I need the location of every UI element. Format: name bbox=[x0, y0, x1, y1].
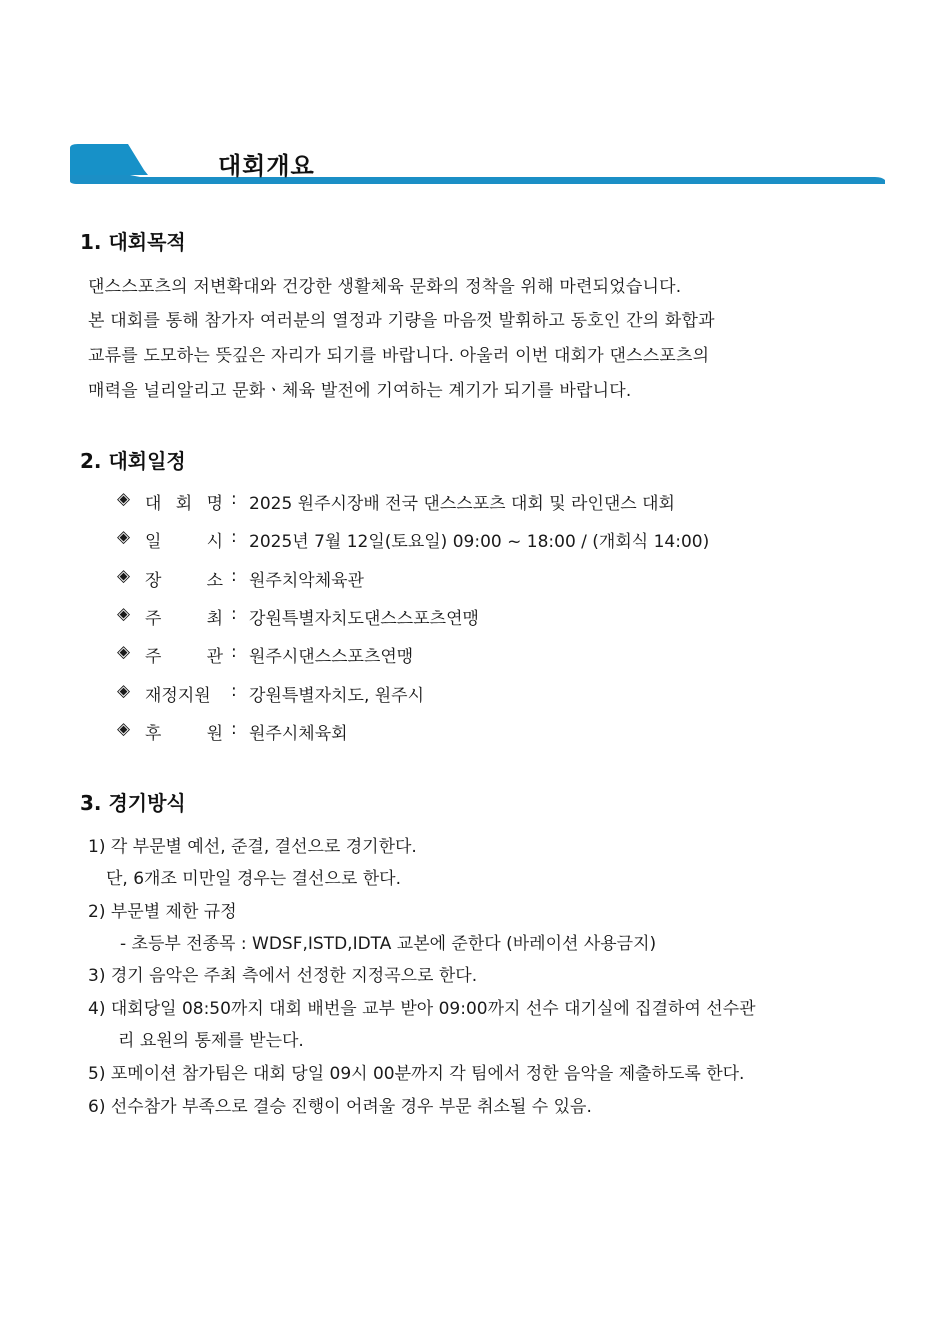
schedule-label: 후 원 bbox=[145, 724, 223, 744]
schedule-separator: : bbox=[231, 489, 237, 509]
method-rule-6: 6) 선수참가 부족으로 결승 진행이 어려울 경우 부문 취소될 수 있음. bbox=[88, 1097, 592, 1117]
schedule-value: 원주치악체육관 bbox=[249, 571, 364, 591]
method-rule-3: 3) 경기 음악은 주최 측에서 선정한 지정곡으로 한다. bbox=[88, 966, 478, 986]
schedule-label: 일 시 bbox=[145, 532, 223, 552]
section-header bbox=[70, 140, 885, 186]
purpose-line-4: 매력을 널리알리고 문화ㆍ체육 발전에 기여하는 계기가 되기를 바랍니다. bbox=[88, 381, 632, 401]
method-rule-4-cont: 리 요원의 통제를 받는다. bbox=[118, 1031, 304, 1051]
section-header-tab bbox=[70, 144, 148, 175]
schedule-label: 대 회 명 bbox=[145, 494, 223, 514]
diamond-bullet-icon: ◈ bbox=[117, 527, 131, 547]
method-rule-4: 4) 대회당일 08:50까지 대회 배번을 교부 받아 09:00까지 선수 대기실에 집결하여 선수관 bbox=[88, 999, 756, 1019]
schedule-separator: : bbox=[231, 681, 237, 701]
schedule-separator: : bbox=[231, 604, 237, 624]
section-header-shape bbox=[70, 140, 885, 186]
method-rule-2-detail: - 초등부 전종목 : WDSF,ISTD,IDTA 교본에 준한다 (바레이션 사용금지) bbox=[120, 934, 657, 954]
section-number: I bbox=[161, 149, 173, 175]
schedule-value: 2025 원주시장배 전국 댄스스포츠 대회 및 라인댄스 대회 bbox=[249, 494, 675, 514]
diamond-bullet-icon: ◈ bbox=[117, 489, 131, 509]
schedule-separator: : bbox=[231, 527, 237, 547]
section-title: 대회개요 bbox=[218, 152, 315, 180]
schedule-separator: : bbox=[231, 566, 237, 586]
diamond-bullet-icon: ◈ bbox=[117, 681, 131, 701]
schedule-label: 장 소 bbox=[145, 571, 223, 591]
diamond-bullet-icon: ◈ bbox=[117, 566, 131, 586]
diamond-bullet-icon: ◈ bbox=[117, 642, 131, 662]
schedule-label: 주 최 bbox=[145, 609, 223, 629]
section-header-underline bbox=[70, 175, 885, 184]
diamond-bullet-icon: ◈ bbox=[117, 604, 131, 624]
diamond-bullet-icon: ◈ bbox=[117, 719, 131, 739]
method-rule-1: 1) 각 부문별 예선, 준결, 결선으로 경기한다. bbox=[88, 837, 417, 857]
schedule-value: 원주시체육회 bbox=[249, 724, 348, 744]
schedule-value: 강원특별자치도댄스스포츠연맹 bbox=[249, 609, 479, 629]
purpose-line-3: 교류를 도모하는 뜻깊은 자리가 되기를 바랍니다. 아울러 이번 대회가 댄스스포츠의 bbox=[88, 346, 710, 366]
schedule-value: 원주시댄스스포츠연맹 bbox=[249, 647, 414, 667]
method-rule-2: 2) 부문별 제한 규정 bbox=[88, 902, 237, 922]
schedule-value: 강원특별자치도, 원주시 bbox=[249, 686, 425, 706]
method-rule-5: 5) 포메이션 참가팀은 대회 당일 09시 00분까지 각 팀에서 정한 음악을 제출하도록 한다. bbox=[88, 1064, 745, 1084]
schedule-label: 재정지원 bbox=[145, 686, 211, 706]
purpose-title: 1. 대회목적 bbox=[80, 230, 186, 254]
purpose-line-1: 댄스스포츠의 저변확대와 건강한 생활체육 문화의 정착을 위해 마련되었습니다. bbox=[88, 277, 682, 297]
schedule-separator: : bbox=[231, 719, 237, 739]
method-rule-1-note: 단, 6개조 미만일 경우는 결선으로 한다. bbox=[106, 869, 401, 889]
schedule-label: 주 관 bbox=[145, 647, 223, 667]
purpose-line-2: 본 대회를 통해 참가자 여러분의 열정과 기량을 마음껏 발휘하고 동호인 간의 화합과 bbox=[88, 311, 715, 331]
method-title: 3. 경기방식 bbox=[80, 791, 186, 815]
schedule-title: 2. 대회일정 bbox=[80, 449, 186, 473]
schedule-separator: : bbox=[231, 642, 237, 662]
schedule-value: 2025년 7월 12일(토요일) 09:00 ~ 18:00 / (개회식 14:00) bbox=[249, 532, 710, 552]
